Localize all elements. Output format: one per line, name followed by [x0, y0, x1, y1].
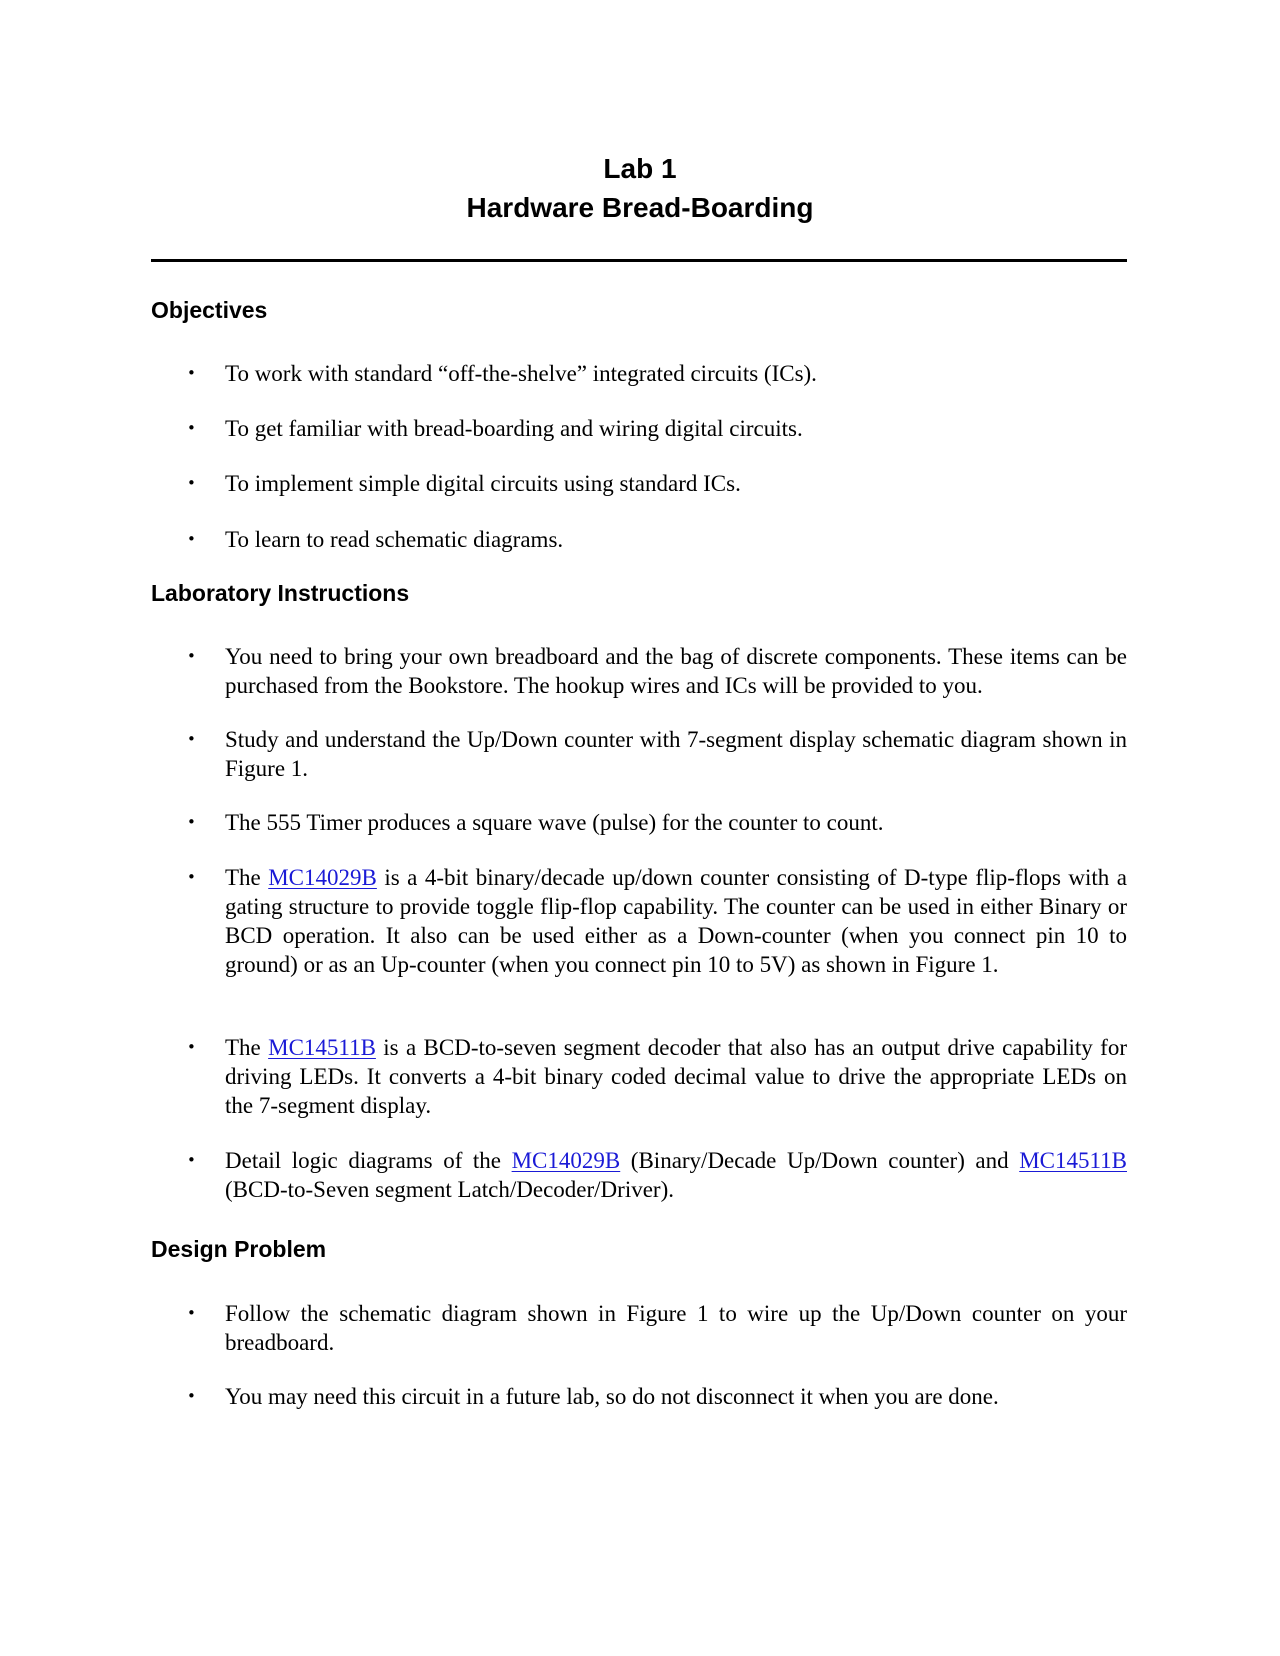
title-divider [151, 259, 1127, 262]
instruction-text: You need to bring your own breadboard and the bag of discrete components. These items can be purchased from the Bookstore. The hookup wires and ICs will be provided to you. [225, 644, 1127, 698]
objectives-heading: Objectives [151, 297, 268, 323]
bullet-icon: • [187, 647, 196, 665]
objective-text: To learn to read schematic diagrams. [225, 527, 564, 552]
instruction-text: The 555 Timer produces a square wave (pulse) for the counter to count. [225, 810, 884, 835]
mc14029b-detail-link[interactable]: MC14029B [511, 1148, 621, 1173]
objective-text: To work with standard “off-the-shelve” integrated circuits (ICs). [225, 361, 817, 386]
bullet-icon: • [187, 419, 196, 437]
mc14511b-link[interactable]: MC14511B [268, 1035, 376, 1060]
design-problem-heading: Design Problem [151, 1236, 327, 1262]
instruction-text: Study and understand the Up/Down counter with 7-segment display schematic diagram shown in Figure 1. [225, 727, 1127, 781]
lab-title: Lab 1 [603, 153, 677, 184]
bullet-icon: • [187, 1038, 196, 1056]
bullet-icon: • [187, 730, 196, 748]
bullet-icon: • [187, 474, 196, 492]
bullet-icon: • [187, 1151, 196, 1169]
bullet-icon: • [187, 1387, 196, 1405]
instruction-text: The MC14029B is a 4-bit binary/decade up/down counter consisting of D-type flip-flops with a gating structure to provide toggle flip-flop capability. The counter can be used in either Binary or BCD operation. It also can be used either as a Down-counter (when you connect pin 10 to ground) or as an Up-counter (when you connect pin 10 to 5V) as shown in Figure 1. [225, 865, 1127, 977]
mc14029b-link[interactable]: MC14029B [268, 865, 377, 890]
lab-instructions-heading: Laboratory Instructions [151, 580, 410, 606]
bullet-icon: • [187, 813, 196, 831]
instruction-text: Detail logic diagrams of the MC14029B (Binary/Decade Up/Down counter) and MC14511B (BCD-to-Seven segment Latch/Decoder/Driver). [225, 1148, 1127, 1202]
design-text: Follow the schematic diagram shown in Figure 1 to wire up the Up/Down counter on your breadboard. [225, 1301, 1127, 1355]
lab-subtitle: Hardware Bread-Boarding [466, 192, 814, 223]
bullet-icon: • [187, 1304, 196, 1322]
bullet-icon: • [187, 530, 196, 548]
objective-text: To get familiar with bread-boarding and wiring digital circuits. [225, 416, 803, 441]
bullet-icon: • [187, 364, 196, 382]
objective-text: To implement simple digital circuits using standard ICs. [225, 471, 741, 496]
instruction-text: The MC14511B is a BCD-to-seven segment decoder that also has an output drive capability for driving LEDs. It converts a 4-bit binary coded decimal value to drive the appropriate LEDs on the 7-segment display. [225, 1035, 1127, 1118]
design-text: You may need this circuit in a future lab, so do not disconnect it when you are done. [225, 1384, 999, 1409]
mc14511b-detail-link[interactable]: MC14511B [1019, 1148, 1127, 1173]
bullet-icon: • [187, 868, 196, 886]
